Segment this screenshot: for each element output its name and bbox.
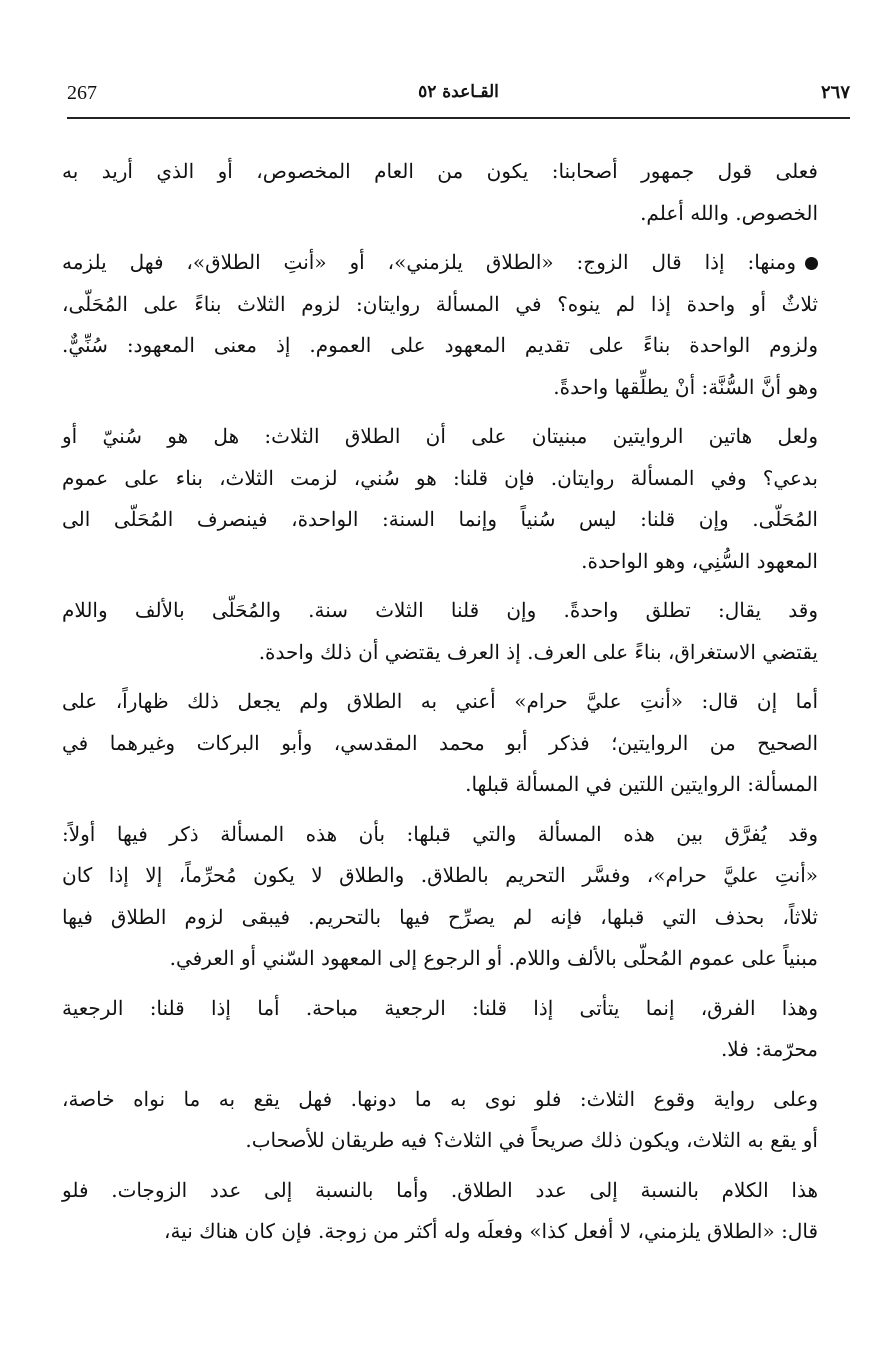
paragraph	[62, 590, 818, 673]
text-line	[62, 723, 818, 765]
line-text: ومنها: إذا قال الزوج: «الطلاق يلزمني»، أو «أنتِ الطلاق»، فهل يلزمه	[62, 250, 796, 274]
text-line	[62, 193, 818, 235]
text-line	[62, 632, 818, 674]
text-line	[62, 284, 818, 326]
line-text: الخصوص. والله أعلم.	[640, 200, 818, 225]
text-line	[62, 1170, 818, 1212]
line-text: «أنتِ عليَّ حرام»، وفسَّر التحريم بالطلاق. والطلاق لا يكون مُحرِّماً، إلا إذا كان	[62, 863, 818, 887]
text-line	[62, 1029, 818, 1071]
page-number-latin: 267	[67, 82, 97, 104]
line-text: يقتضي الاستغراق، بناءً على العرف. إذ العرف يقتضي أن ذلك واحدة.	[258, 639, 818, 664]
text-line	[62, 855, 818, 897]
text-line	[62, 458, 818, 500]
line-text: هذا الكلام بالنسبة إلى عدد الطلاق. وأما بالنسبة إلى عدد الزوجات. فلو	[62, 1177, 818, 1202]
line-text: مبنياً على عموم المُحلّى بالألف واللام. أو الرجوع إلى المعهود السّني أو العرفي.	[169, 946, 818, 970]
text-line	[62, 938, 818, 980]
paragraph	[62, 151, 818, 234]
line-text: بدعي؟ وفي المسألة روايتان. فإن قلنا: هو سُني، لزمت الثلاث، بناء على عموم	[62, 465, 818, 490]
line-text: محرّمة: فلا.	[720, 1037, 818, 1061]
text-line	[62, 499, 818, 541]
line-text: ثلاثاً، بحذف التي قبلها، فإنه لم يصرِّح فيها بالتحريم. فيبقى لزوم الطلاق فيها	[62, 904, 818, 929]
text-line	[62, 416, 818, 458]
text-line	[62, 1079, 818, 1121]
text-line	[62, 242, 818, 284]
line-text: وقد يقال: تطلق واحدةً. وإن قلنا الثلاث سنة. والمُحَلّى بالألف واللام	[62, 598, 818, 622]
text-line	[62, 1211, 818, 1253]
text-line	[62, 897, 818, 939]
paragraph	[62, 242, 818, 408]
paragraph	[62, 988, 818, 1071]
line-text: ثلاثٌ أو واحدة إذا لم ينوه؟ في المسألة روايتان: لزوم الثلاث بناءً على المُحَلّى،	[62, 291, 818, 316]
paragraph	[62, 1079, 818, 1162]
line-text: قال: «الطلاق يلزمني، لا أفعل كذا» وفعلَه وله أكثر من زوجة. فإن كان هناك نية،	[163, 1219, 818, 1243]
text-line	[62, 367, 818, 409]
text-line	[62, 764, 818, 806]
line-text: وعلى رواية وقوع الثلاث: فلو نوى به ما دونها. فهل يقع به ما نواه خاصة،	[62, 1086, 818, 1111]
paragraph	[62, 1170, 818, 1253]
header-rule	[67, 117, 850, 119]
line-text: ولعل هاتين الروايتين مبنيتان على أن الطلاق الثلاث: هل هو سُنيّ أو	[62, 424, 818, 448]
line-text: أما إن قال: «أنتِ عليَّ حرام» أعني به الطلاق ولم يجعل ذلك ظهاراً، على	[62, 689, 818, 713]
line-text: ولزوم الواحدة بناءً على تقديم المعهود على العموم. إذ معنى المعهود: سُنِّيٌّ.	[62, 333, 818, 357]
page-header	[67, 82, 850, 116]
page-number-arabic: ٢٦٧	[820, 82, 850, 103]
text-line	[62, 541, 818, 583]
text-line	[62, 988, 818, 1030]
line-text: المُحَلّى. وإن قلنا: ليس سُنياً وإنما السنة: الواحدة، فينصرف المُحَلّى الى	[62, 507, 818, 531]
line-text: وهو أنَّ السُّنَّة: أنْ يطلِّقها واحدةً.	[553, 374, 818, 399]
text-line	[62, 1120, 818, 1162]
body-text	[62, 151, 818, 1261]
line-text: وهذا الفرق، إنما يتأتى إذا قلنا: الرجعية مباحة. أما إذا قلنا: الرجعية	[62, 995, 818, 1020]
line-text: المعهود السُّنِي، وهو الواحدة.	[581, 548, 818, 573]
bullet-icon	[805, 257, 818, 270]
line-text: فعلى قول جمهور أصحابنا: يكون من العام المخصوص، أو الذي أريد به	[62, 159, 818, 183]
running-title: القـاعدة ٥٢	[418, 82, 499, 102]
text-line	[62, 151, 818, 193]
text-line	[62, 814, 818, 856]
text-line	[62, 325, 818, 367]
paragraph	[62, 814, 818, 980]
line-text: وقد يُفرَّق بين هذه المسألة والتي قبلها: بأن هذه المسألة ذكر فيها أولاً:	[62, 821, 818, 846]
line-text: الصحيح من الروايتين؛ فذكر أبو محمد المقدسي، وأبو البركات وغيرهما في	[62, 730, 818, 755]
text-line	[62, 681, 818, 723]
paragraph	[62, 416, 818, 582]
line-text: أو يقع به الثلاث، ويكون ذلك صريحاً في الثلاث؟ فيه طريقان للأصحاب.	[245, 1128, 818, 1152]
text-line	[62, 590, 818, 632]
paragraph	[62, 681, 818, 806]
line-text: المسألة: الروايتين اللتين في المسألة قبلها.	[465, 772, 818, 796]
